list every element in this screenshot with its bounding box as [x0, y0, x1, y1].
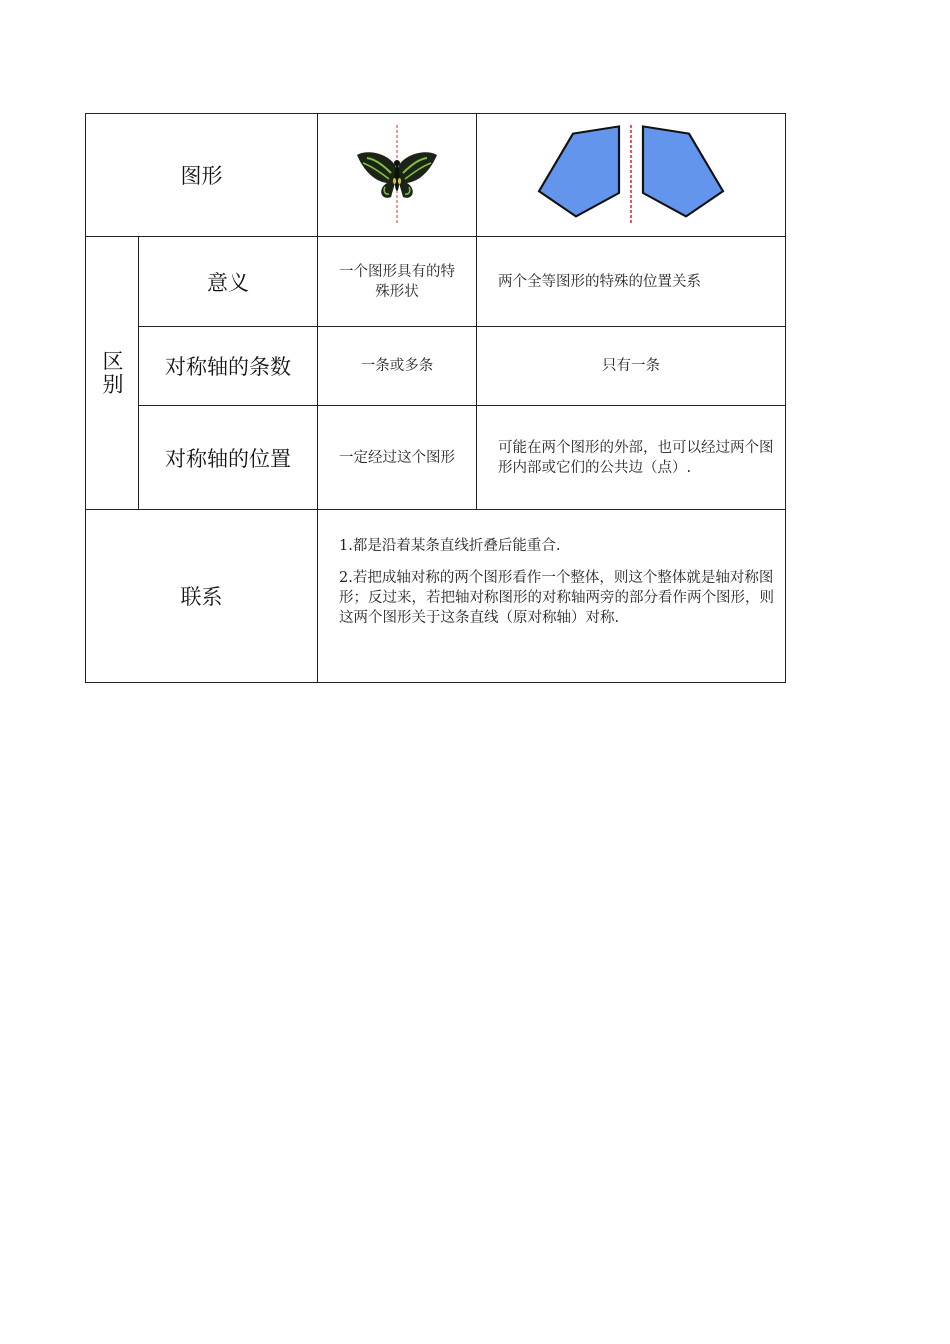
relation-header-cell [85, 509, 318, 683]
axis-count-header-cell [138, 326, 318, 406]
figure-header-cell [85, 113, 318, 237]
axis-count-header: 对称轴的条数 [165, 355, 291, 379]
axis-position-header: 对称轴的位置 [165, 446, 291, 471]
axis-count-right-text: 只有一条 [602, 358, 660, 374]
relation-header: 联系 [180, 585, 223, 609]
meaning-left-cell [317, 236, 477, 327]
relation-point-1: 1.都是沿着某条直线折叠后能重合. [339, 538, 561, 554]
meaning-right-text: 两个全等图形的特殊的位置关系 [498, 273, 701, 290]
comparison-table [85, 113, 786, 683]
figure-header: 图形 [180, 164, 223, 188]
axis-position-right-cell [476, 405, 786, 510]
axis-position-left-text: 一定经过这个图形 [339, 449, 455, 466]
relation-content-cell [317, 509, 786, 683]
pentagons-cell [476, 113, 786, 237]
axis-count-right-cell [476, 326, 786, 406]
meaning-right-cell [476, 236, 786, 327]
axis-count-left-text: 一条或多条 [360, 358, 434, 374]
axis-position-left-cell [317, 405, 477, 510]
butterfly-cell [317, 113, 477, 237]
meaning-header-cell [138, 236, 318, 327]
axis-position-right-text: 可能在两个图形的外部，也可以经过两个图形内部或它们的公共边（点）. [498, 439, 774, 476]
relation-point-2: 2.若把成轴对称的两个图形看作一个整体，则这个整体就是轴对称图形；反过来，若把轴对称图形的对称轴两旁的部分看作两个图形，则这两个图形关于这条直线（原对称轴）对称. [339, 570, 774, 626]
difference-group-label: 区别 [100, 350, 124, 396]
meaning-left-text: 一个图形具有的特殊形状 [339, 263, 455, 300]
difference-group-cell [85, 236, 139, 510]
symmetric-pentagons-icon [531, 125, 731, 225]
meaning-header: 意义 [207, 270, 249, 295]
axis-count-left-cell [317, 326, 477, 406]
butterfly-icon [347, 125, 447, 225]
axis-position-header-cell [138, 405, 318, 510]
